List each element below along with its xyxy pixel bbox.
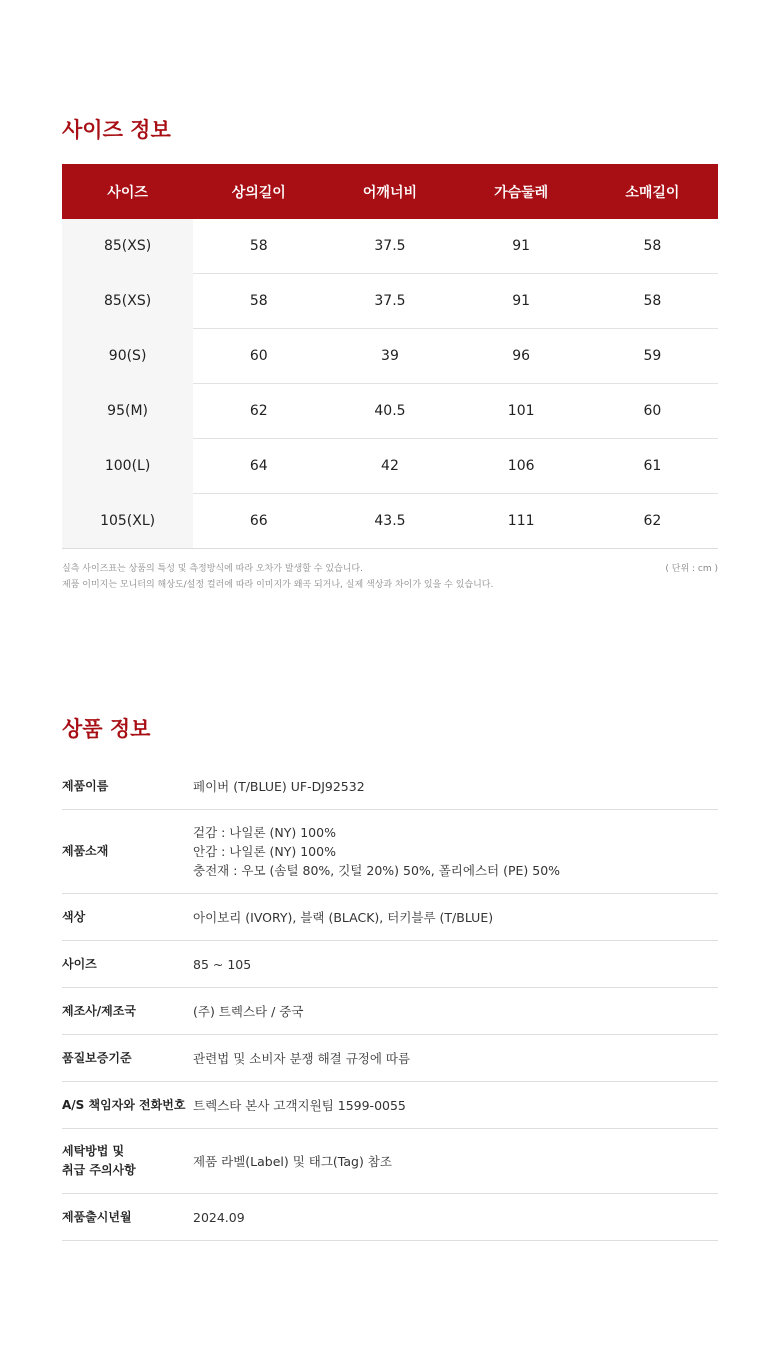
header-size: 사이즈 <box>62 164 193 219</box>
table-row <box>62 384 718 439</box>
info-label: 제품소재 <box>62 844 109 858</box>
cell-shoulder: 42 <box>324 439 455 494</box>
info-value: (주) 트렉스타 / 중국 <box>193 1003 304 1019</box>
cell-length: 62 <box>193 384 324 439</box>
info-value: 아이보리 (IVORY), 블랙 (BLACK), 터키블루 (T/BLUE) <box>193 909 494 925</box>
table-row <box>62 274 718 329</box>
table-row <box>62 329 718 384</box>
cell-sleeve: 60 <box>587 384 718 439</box>
cell-length: 58 <box>193 274 324 329</box>
info-row-manufacturer <box>62 988 718 1035</box>
info-row-name <box>62 763 718 810</box>
cell-length: 64 <box>193 439 324 494</box>
cell-sleeve: 61 <box>587 439 718 494</box>
cell-size: 95(M) <box>62 384 193 439</box>
info-value: 관련법 및 소비자 분쟁 해결 규정에 따름 <box>193 1050 411 1066</box>
cell-chest: 101 <box>456 384 587 439</box>
header-shoulder: 어깨너비 <box>324 164 455 219</box>
cell-length: 60 <box>193 329 324 384</box>
cell-chest: 91 <box>456 219 587 274</box>
header-chest: 가슴둘레 <box>456 164 587 219</box>
size-table-header <box>62 164 718 219</box>
info-label: 제품출시년월 <box>62 1209 132 1224</box>
cell-sleeve: 59 <box>587 329 718 384</box>
info-value: 트렉스타 본사 고객지원팀 1599-0055 <box>193 1097 406 1113</box>
info-row-color <box>62 894 718 941</box>
info-row-as-contact <box>62 1082 718 1129</box>
info-row-size <box>62 941 718 988</box>
size-note-line-2: 제품 이미지는 모니터의 해상도/설정 컬러에 따라 이미지가 왜곡 되거나, 실제 색상과 차이가 있을 수 있습니다. <box>62 580 494 590</box>
cell-chest: 91 <box>456 274 587 329</box>
product-info-title: 상품 정보 <box>62 717 151 741</box>
info-row-release-date <box>62 1194 718 1241</box>
cell-size: 85(XS) <box>62 219 193 274</box>
info-value: 페이버 (T/BLUE) UF-DJ92532 <box>193 778 365 794</box>
cell-size: 90(S) <box>62 329 193 384</box>
info-label: 색상 <box>62 909 86 924</box>
table-row <box>62 494 718 549</box>
size-table <box>62 164 718 549</box>
size-note <box>62 561 718 593</box>
info-label: 세탁방법 및 취급 주의사항 <box>62 1144 136 1177</box>
info-label: 제조사/제조국 <box>62 1003 136 1018</box>
cell-sleeve: 58 <box>587 274 718 329</box>
cell-size: 100(L) <box>62 439 193 494</box>
cell-length: 66 <box>193 494 324 549</box>
cell-chest: 106 <box>456 439 587 494</box>
header-length: 상의길이 <box>193 164 324 219</box>
cell-chest: 111 <box>456 494 587 549</box>
info-row-material <box>62 810 718 894</box>
cell-length: 58 <box>193 219 324 274</box>
cell-size: 105(XL) <box>62 494 193 549</box>
table-row <box>62 439 718 494</box>
cell-sleeve: 58 <box>587 219 718 274</box>
cell-chest: 96 <box>456 329 587 384</box>
info-label: 사이즈 <box>62 956 97 971</box>
info-value: 85 ~ 105 <box>193 956 252 972</box>
cell-size: 85(XS) <box>62 274 193 329</box>
cell-shoulder: 37.5 <box>324 274 455 329</box>
header-sleeve: 소매길이 <box>587 164 718 219</box>
cell-shoulder: 43.5 <box>324 494 455 549</box>
info-value: 겉감 : 나일론 (NY) 100% 안감 : 나일론 (NY) 100% 충전재 : 우모 (솜털 80%, 깃털 20%) 50%, 폴리에스터 (PE) 50% <box>193 825 561 878</box>
table-row <box>62 219 718 274</box>
size-info-title: 사이즈 정보 <box>62 118 171 142</box>
info-row-care <box>62 1129 718 1194</box>
cell-shoulder: 39 <box>324 329 455 384</box>
product-info-list <box>62 763 718 1241</box>
info-label: 품질보증기준 <box>62 1050 132 1065</box>
cell-shoulder: 40.5 <box>324 384 455 439</box>
size-note-line-1: 실측 사이즈표는 상품의 특성 및 측정방식에 따라 오차가 발생할 수 있습니다. <box>62 564 363 574</box>
info-value: 제품 라벨(Label) 및 태그(Tag) 참조 <box>193 1153 392 1169</box>
info-label: A/S 책임자와 전화번호 <box>62 1097 186 1112</box>
cell-shoulder: 37.5 <box>324 219 455 274</box>
info-label: 제품이름 <box>62 778 109 793</box>
info-value: 2024.09 <box>193 1209 245 1225</box>
unit-label: ( 단위 : cm ) <box>665 564 718 574</box>
info-row-warranty <box>62 1035 718 1082</box>
cell-sleeve: 62 <box>587 494 718 549</box>
